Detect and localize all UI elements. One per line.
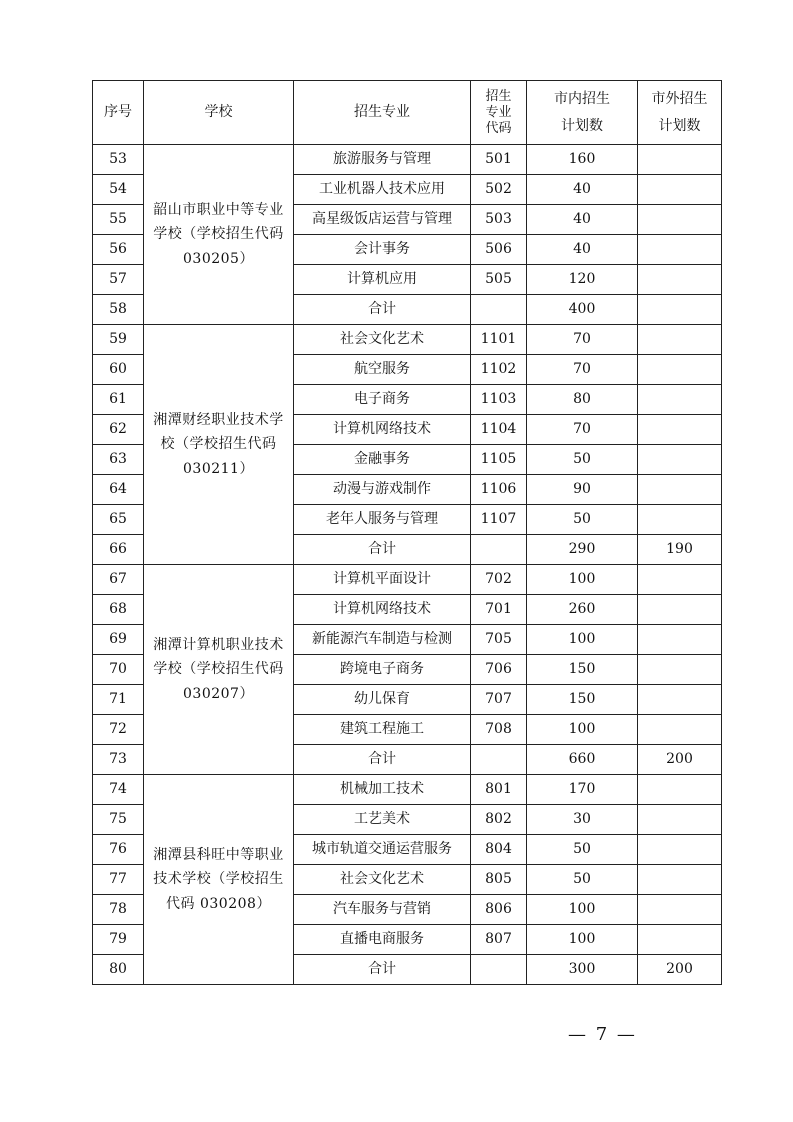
out-city-plan-cell (638, 295, 722, 325)
in-city-plan-cell: 170 (527, 775, 638, 805)
major-cell: 汽车服务与营销 (294, 895, 471, 925)
major-code-cell: 1104 (471, 415, 527, 445)
out-city-plan-cell (638, 265, 722, 295)
in-city-plan-cell: 100 (527, 925, 638, 955)
out-city-plan-cell (638, 235, 722, 265)
header-major-code-line: 专业 (485, 104, 512, 120)
in-city-plan-cell: 70 (527, 325, 638, 355)
seq-cell: 77 (93, 865, 144, 895)
major-cell: 工业机器人技术应用 (294, 175, 471, 205)
in-city-plan-cell: 30 (527, 805, 638, 835)
out-city-plan-cell (638, 145, 722, 175)
seq-cell: 61 (93, 385, 144, 415)
major-code-cell: 1106 (471, 475, 527, 505)
header-major: 招生专业 (294, 81, 471, 145)
major-cell: 合计 (294, 745, 471, 775)
major-code-cell: 705 (471, 625, 527, 655)
major-code-cell: 706 (471, 655, 527, 685)
major-code-cell: 702 (471, 565, 527, 595)
enrollment-plan-table (92, 80, 722, 985)
header-row (93, 81, 722, 145)
major-code-cell: 1107 (471, 505, 527, 535)
major-code-cell: 1102 (471, 355, 527, 385)
seq-cell: 75 (93, 805, 144, 835)
out-city-plan-cell (638, 505, 722, 535)
major-code-cell: 506 (471, 235, 527, 265)
in-city-plan-cell: 100 (527, 625, 638, 655)
major-code-cell: 807 (471, 925, 527, 955)
major-cell: 合计 (294, 955, 471, 985)
major-cell: 会计事务 (294, 235, 471, 265)
major-cell: 合计 (294, 295, 471, 325)
header-in-city-plan (527, 81, 638, 145)
seq-cell: 53 (93, 145, 144, 175)
out-city-plan-cell (638, 655, 722, 685)
in-city-plan-cell: 400 (527, 295, 638, 325)
table-row (93, 775, 722, 805)
in-city-plan-cell: 150 (527, 685, 638, 715)
major-cell: 跨境电子商务 (294, 655, 471, 685)
seq-cell: 63 (93, 445, 144, 475)
major-cell: 建筑工程施工 (294, 715, 471, 745)
major-code-cell: 805 (471, 865, 527, 895)
seq-cell: 72 (93, 715, 144, 745)
seq-cell: 79 (93, 925, 144, 955)
seq-cell: 58 (93, 295, 144, 325)
out-city-plan-cell (638, 835, 722, 865)
out-city-plan-cell (638, 895, 722, 925)
page-number: — 7 — (568, 1024, 637, 1045)
major-code-cell: 701 (471, 595, 527, 625)
in-city-plan-cell: 160 (527, 145, 638, 175)
in-city-plan-cell: 660 (527, 745, 638, 775)
seq-cell: 71 (93, 685, 144, 715)
header-seq: 序号 (93, 81, 144, 145)
major-cell: 金融事务 (294, 445, 471, 475)
table-body (93, 145, 722, 985)
in-city-plan-cell: 80 (527, 385, 638, 415)
major-code-cell (471, 535, 527, 565)
in-city-plan-cell: 70 (527, 355, 638, 385)
in-city-plan-cell: 50 (527, 835, 638, 865)
major-code-cell: 1101 (471, 325, 527, 355)
major-cell: 机械加工技术 (294, 775, 471, 805)
major-cell: 工艺美术 (294, 805, 471, 835)
seq-cell: 55 (93, 205, 144, 235)
seq-cell: 78 (93, 895, 144, 925)
out-city-plan-cell (638, 175, 722, 205)
major-cell: 社会文化艺术 (294, 325, 471, 355)
header-out-city-plan (638, 81, 722, 145)
major-cell: 动漫与游戏制作 (294, 475, 471, 505)
seq-cell: 57 (93, 265, 144, 295)
major-code-cell: 501 (471, 145, 527, 175)
major-code-cell (471, 745, 527, 775)
header-in-city-line: 市内招生 (554, 90, 610, 107)
in-city-plan-cell: 100 (527, 565, 638, 595)
major-code-cell: 804 (471, 835, 527, 865)
seq-cell: 60 (93, 355, 144, 385)
major-cell: 计算机网络技术 (294, 595, 471, 625)
in-city-plan-cell: 100 (527, 715, 638, 745)
seq-cell: 59 (93, 325, 144, 355)
seq-cell: 65 (93, 505, 144, 535)
major-code-cell: 1105 (471, 445, 527, 475)
major-code-cell: 707 (471, 685, 527, 715)
out-city-plan-cell: 190 (638, 535, 722, 565)
header-major-code-line: 招生 (485, 88, 512, 104)
out-city-plan-cell (638, 685, 722, 715)
in-city-plan-cell: 40 (527, 205, 638, 235)
school-cell: 韶山市职业中等专业学校（学校招生代码 030205） (144, 145, 294, 325)
in-city-plan-cell: 40 (527, 235, 638, 265)
in-city-plan-cell: 50 (527, 865, 638, 895)
in-city-plan-cell: 300 (527, 955, 638, 985)
seq-cell: 70 (93, 655, 144, 685)
major-code-cell: 801 (471, 775, 527, 805)
major-cell: 合计 (294, 535, 471, 565)
seq-cell: 66 (93, 535, 144, 565)
table-row (93, 325, 722, 355)
major-code-cell: 502 (471, 175, 527, 205)
out-city-plan-cell (638, 865, 722, 895)
out-city-plan-cell (638, 625, 722, 655)
major-cell: 高星级饭店运营与管理 (294, 205, 471, 235)
major-code-cell (471, 295, 527, 325)
major-cell: 计算机网络技术 (294, 415, 471, 445)
major-cell: 计算机应用 (294, 265, 471, 295)
out-city-plan-cell (638, 475, 722, 505)
major-code-cell: 503 (471, 205, 527, 235)
out-city-plan-cell (638, 565, 722, 595)
in-city-plan-cell: 100 (527, 895, 638, 925)
out-city-plan-cell (638, 595, 722, 625)
in-city-plan-cell: 70 (527, 415, 638, 445)
school-cell: 湘潭计算机职业技术学校（学校招生代码 030207） (144, 565, 294, 775)
major-code-cell: 806 (471, 895, 527, 925)
out-city-plan-cell: 200 (638, 745, 722, 775)
major-cell: 电子商务 (294, 385, 471, 415)
in-city-plan-cell: 260 (527, 595, 638, 625)
out-city-plan-cell (638, 775, 722, 805)
major-cell: 城市轨道交通运营服务 (294, 835, 471, 865)
seq-cell: 67 (93, 565, 144, 595)
major-cell: 社会文化艺术 (294, 865, 471, 895)
seq-cell: 69 (93, 625, 144, 655)
seq-cell: 73 (93, 745, 144, 775)
in-city-plan-cell: 120 (527, 265, 638, 295)
major-cell: 计算机平面设计 (294, 565, 471, 595)
seq-cell: 56 (93, 235, 144, 265)
in-city-plan-cell: 90 (527, 475, 638, 505)
header-school: 学校 (144, 81, 294, 145)
seq-cell: 54 (93, 175, 144, 205)
seq-cell: 64 (93, 475, 144, 505)
in-city-plan-cell: 290 (527, 535, 638, 565)
major-code-cell: 1103 (471, 385, 527, 415)
header-major-code-line: 代码 (485, 120, 512, 136)
table-row (93, 565, 722, 595)
out-city-plan-cell (638, 925, 722, 955)
major-code-cell: 708 (471, 715, 527, 745)
major-cell: 新能源汽车制造与检测 (294, 625, 471, 655)
seq-cell: 76 (93, 835, 144, 865)
out-city-plan-cell (638, 805, 722, 835)
school-cell: 湘潭财经职业技术学校（学校招生代码 030211） (144, 325, 294, 565)
seq-cell: 68 (93, 595, 144, 625)
in-city-plan-cell: 40 (527, 175, 638, 205)
in-city-plan-cell: 150 (527, 655, 638, 685)
out-city-plan-cell (638, 445, 722, 475)
out-city-plan-cell (638, 385, 722, 415)
major-code-cell: 802 (471, 805, 527, 835)
header-major-code (471, 81, 527, 145)
seq-cell: 80 (93, 955, 144, 985)
major-code-cell (471, 955, 527, 985)
in-city-plan-cell: 50 (527, 445, 638, 475)
out-city-plan-cell: 200 (638, 955, 722, 985)
major-cell: 幼儿保育 (294, 685, 471, 715)
seq-cell: 74 (93, 775, 144, 805)
major-cell: 旅游服务与管理 (294, 145, 471, 175)
header-out-city-line: 市外招生 (651, 90, 708, 107)
out-city-plan-cell (638, 715, 722, 745)
out-city-plan-cell (638, 205, 722, 235)
out-city-plan-cell (638, 415, 722, 445)
header-out-city-line: 计划数 (658, 117, 701, 134)
in-city-plan-cell: 50 (527, 505, 638, 535)
school-cell: 湘潭县科旺中等职业技术学校（学校招生代码 030208） (144, 775, 294, 985)
out-city-plan-cell (638, 355, 722, 385)
major-cell: 直播电商服务 (294, 925, 471, 955)
header-in-city-line: 计划数 (561, 117, 603, 134)
major-cell: 航空服务 (294, 355, 471, 385)
seq-cell: 62 (93, 415, 144, 445)
table-row (93, 145, 722, 175)
major-cell: 老年人服务与管理 (294, 505, 471, 535)
major-code-cell: 505 (471, 265, 527, 295)
out-city-plan-cell (638, 325, 722, 355)
